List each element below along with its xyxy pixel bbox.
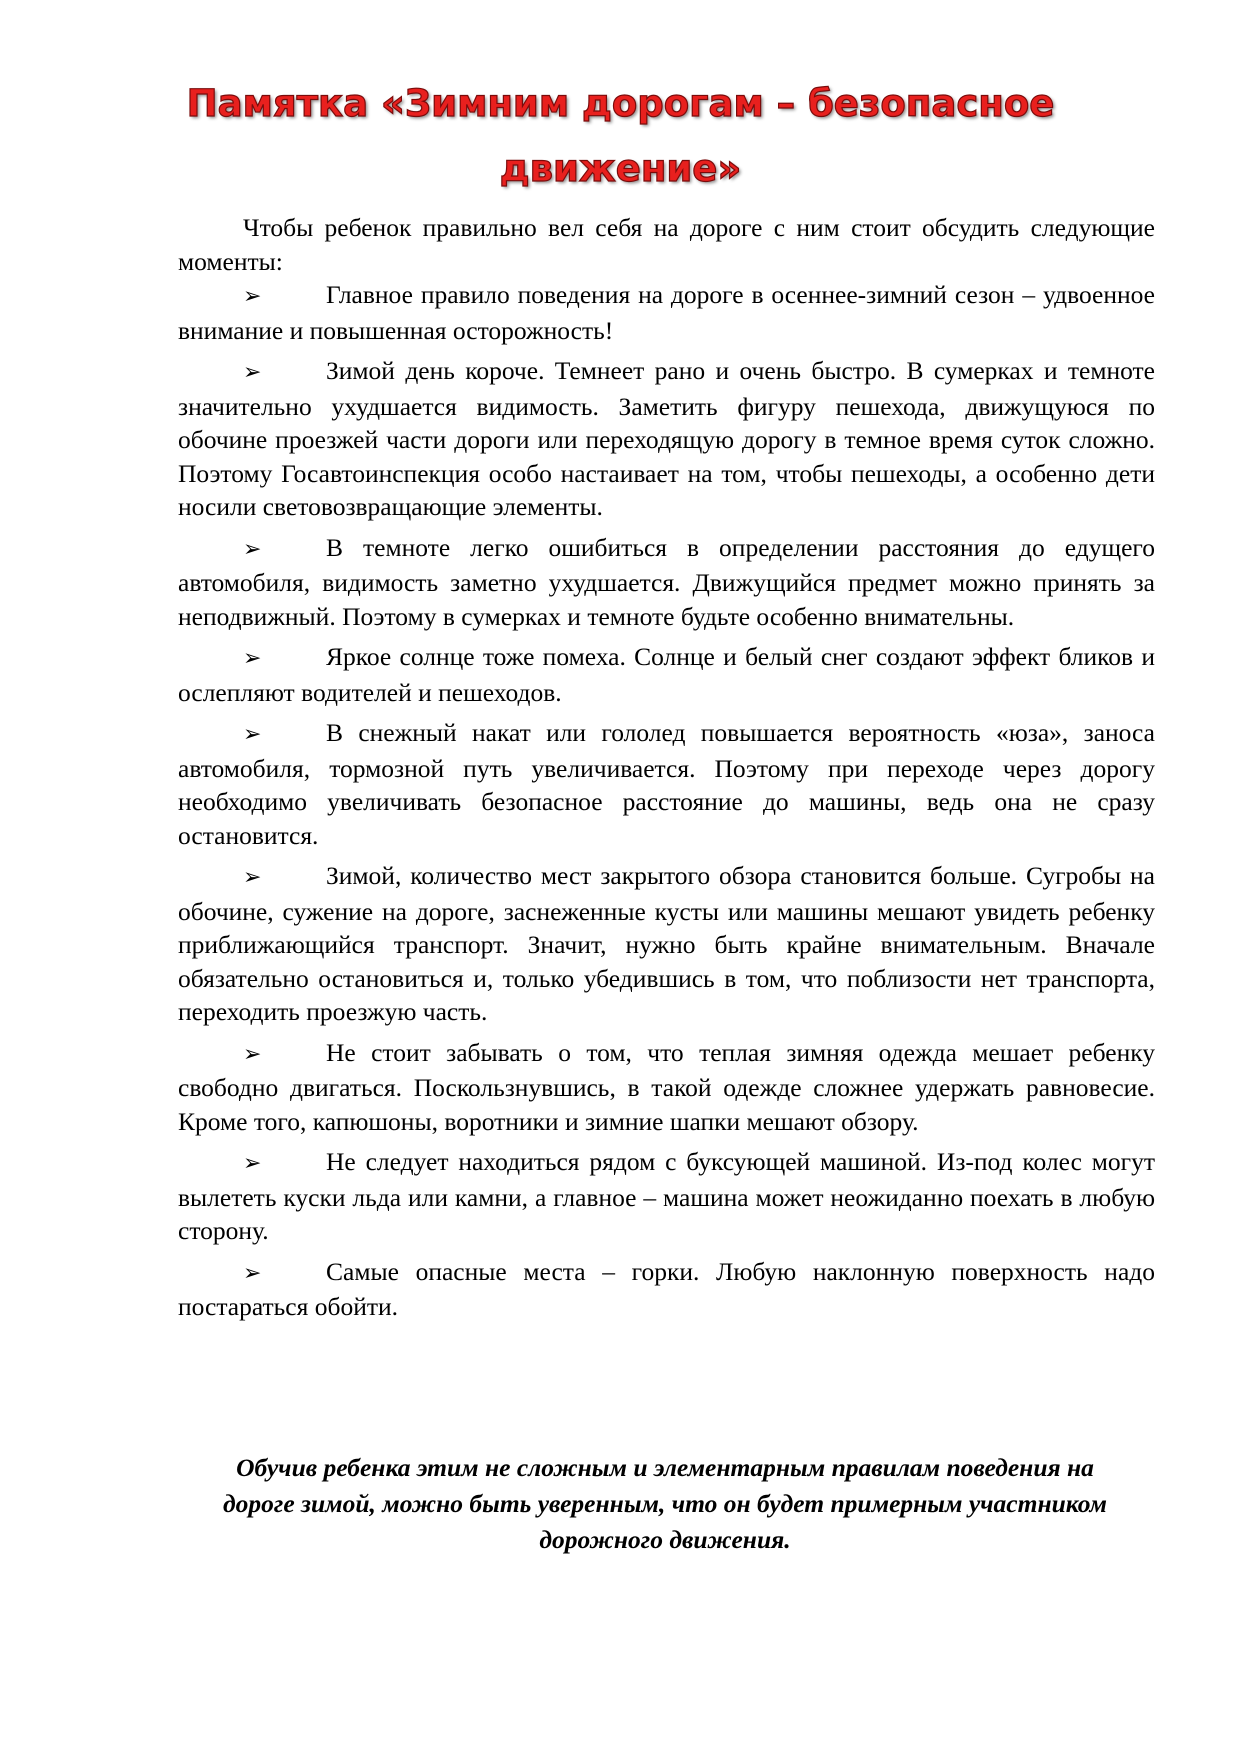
arrow-bullet-icon: ➢ (243, 1151, 262, 1176)
rules-list (178, 278, 1155, 1331)
arrow-bullet-icon: ➢ (243, 646, 262, 671)
arrow-bullet-icon: ➢ (243, 722, 262, 747)
list-item-text: В темноте легко ошибиться в определении расстояния до едущего автомобиля, видимость заметно ухудшается. Движущийся предмет можно принять за неподвижный. Поэтому в сумерках и темноте будьте особенно внимательны. (178, 532, 1155, 631)
list-item (178, 1145, 1155, 1248)
list-item (178, 1255, 1155, 1324)
list-item (178, 354, 1155, 524)
arrow-bullet-icon: ➢ (243, 1260, 262, 1286)
list-item (178, 531, 1155, 634)
arrow-bullet-icon: ➢ (243, 1041, 262, 1067)
arrow-bullet-icon: ➢ (243, 865, 262, 890)
list-item (178, 859, 1155, 1029)
list-item (178, 1036, 1155, 1139)
closing-paragraph: Обучив ребенка этим не сложным и элементарным правилам поведения на дороге зимой, можно быть уверенным, что он будет примерным участником дорожного движения. (223, 1453, 1107, 1554)
title-line-2: движение» (499, 147, 742, 190)
list-item-text: Самые опасные места – горки. Любую наклонную поверхность надо постараться обойти. (178, 1256, 1155, 1321)
arrow-bullet-icon: ➢ (243, 360, 262, 385)
list-item-text: Зимой день короче. Темнеет рано и очень быстро. В сумерках и темноте значительно ухудшается видимость. Заметить фигуру пешехода, движущуюся по обочине проезжей части дороги или переходящую дорогу в темное время суток сложно. Поэтому Госавтоинспекция особо настаивает на том, чтобы пешеходы, а особенно дети носили световозвращающие элементы. (178, 356, 1155, 521)
list-item (178, 716, 1155, 852)
list-item-text: В снежный накат или гололед повышается вероятность «юза», заноса автомобиля, тормозной путь увеличивается. Поэтому при переходе через дорогу необходимо увеличивать безопасное расстояние до машины, ведь она не сразу остановится. (178, 718, 1155, 850)
list-item (178, 640, 1155, 709)
list-item (178, 278, 1155, 347)
list-item-text: Не следует находиться рядом с буксующей машиной. Из-под колес могут вылететь куски льда или камни, а главное – машина может неожиданно поехать в любую сторону. (178, 1147, 1155, 1245)
title-line-1: Памятка «Зимним дорогам – безопасное (186, 82, 1055, 125)
list-item-text: Яркое солнце тоже помеха. Солнце и белый снег создают эффект бликов и ослепляют водителей и пешеходов. (178, 642, 1155, 707)
list-item-text: Не стоит забывать о том, что теплая зимняя одежда мешает ребенку свободно двигаться. Поскользнувшись, в такой одежде сложнее удержать равновесие. Кроме того, капюшоны, воротники и зимние шапки мешают обзору. (178, 1037, 1155, 1136)
arrow-bullet-icon: ➢ (243, 536, 262, 562)
arrow-bullet-icon: ➢ (243, 284, 262, 309)
list-item-text: Зимой, количество мест закрытого обзора становится больше. Сугробы на обочине, сужение на дороге, заснеженные кусты или машины мешают увидеть ребенку приближающийся транспорт. Значит, нужно быть крайне внимательным. Вначале обязательно остановиться и, только убедившись в том, что поблизости нет транспорта, переходить проезжую часть. (178, 861, 1155, 1026)
list-item-text: Главное правило поведения на дороге в осеннее-зимний сезон – удвоенное внимание и повышенная осторожность! (178, 280, 1155, 345)
intro-paragraph: Чтобы ребенок правильно вел себя на дороге с ним стоит обсудить следующие моменты: (178, 213, 1155, 276)
